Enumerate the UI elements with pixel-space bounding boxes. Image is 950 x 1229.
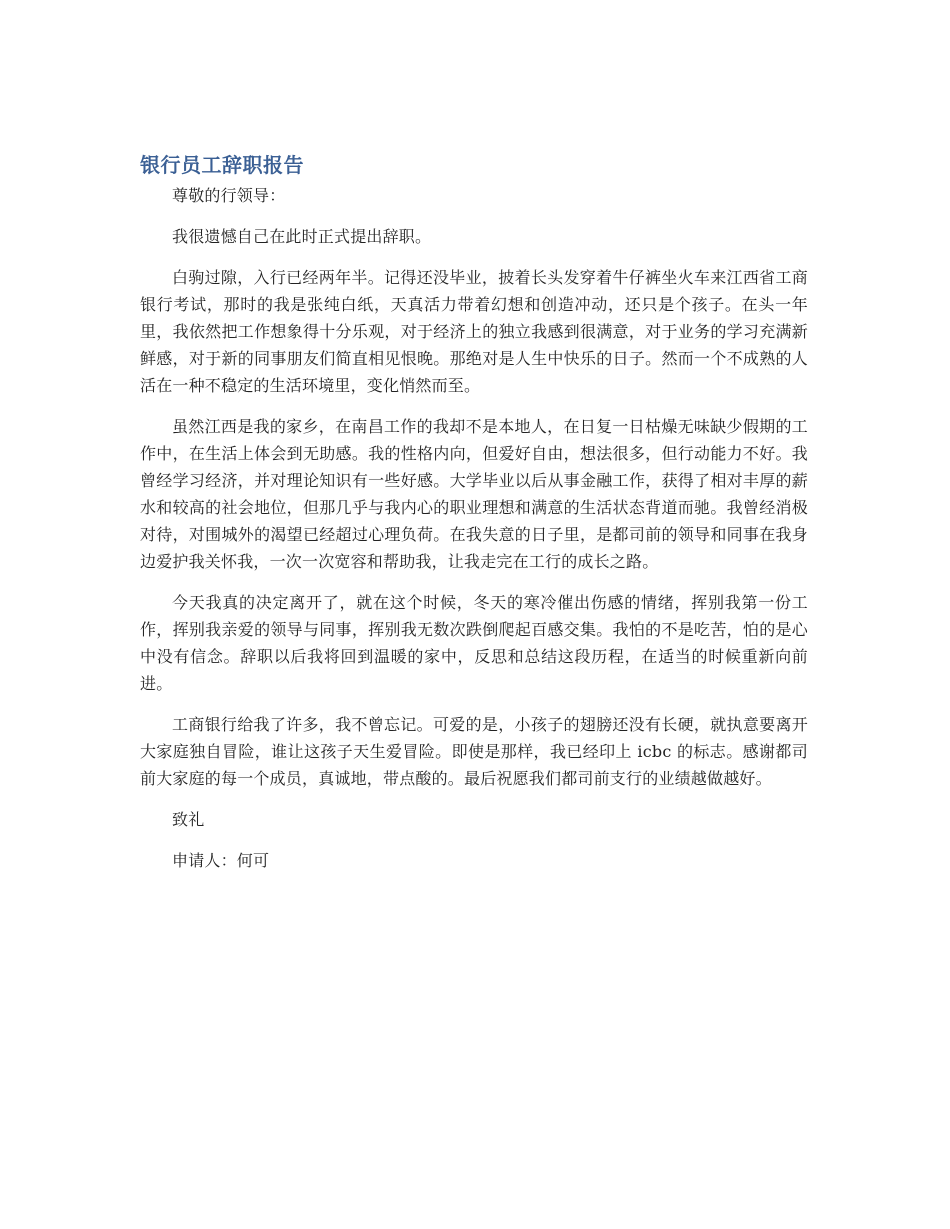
letter-page <box>140 150 808 874</box>
paragraph-reflection: 虽然江西是我的家乡，在南昌工作的我却不是本地人，在日复一日枯燥无味缺少假期的工作中，在生活上体会到无助感。我的性格内向，但爱好自由，想法很多，但行动能力不好。我曾经学习经济，并对理论知识有一些好感。大学毕业以后从事金融工作，获得了相对丰厚的薪水和较高的社会地位，但那几乎与我内心的职业理想和满意的生活状态背道而驰。我曾经消极对待，对围城外的渴望已经超过心理负荷。在我失意的日子里，是都司前的领导和同事在我身边爱护我关怀我，一次一次宽容和帮助我，让我走完在工行的成长之路。 <box>140 417 808 571</box>
closing: 致礼 <box>172 810 205 829</box>
paragraph-gratitude: 工商银行给我了许多，我不曾忘记。可爱的是，小孩子的翅膀还没有长硬，就执意要离开大家庭独自冒险，谁让这孩子天生爱冒险。即使是那样，我已经印上 icbc 的标志。感谢都司前大家庭的每一个成员，真诚地，带点酸的。最后祝愿我们都司前支行的业绩越做越好。 <box>140 715 808 788</box>
document-title: 银行员工辞职报告 <box>140 153 304 177</box>
paragraph-career-start: 白驹过隙，入行已经两年半。记得还没毕业，披着长头发穿着牛仔裤坐火车来江西省工商银行考试，那时的我是张纯白纸，天真活力带着幻想和创造冲动，还只是个孩子。在头一年里，我依然把工作想象得十分乐观，对于经济上的独立我感到很满意，对于业务的学习充满新鲜感，对于新的同事朋友们简直相见恨晚。那绝对是人生中快乐的日子。然而一个不成熟的人活在一种不稳定的生活环境里，变化悄然而至。 <box>140 268 808 395</box>
salutation: 尊敬的行领导： <box>172 186 286 205</box>
paragraph-decision: 今天我真的决定离开了，就在这个时候，冬天的寒冷催出伤感的情绪，挥别我第一份工作，挥别我亲爱的领导与同事，挥别我无数次跌倒爬起百感交集。我怕的不是吃苦，怕的是心中没有信念。辞职以后我将回到温暖的家中，反思和总结这段历程，在适当的时候重新向前进。 <box>140 593 808 693</box>
paragraph-opening: 我很遗憾自己在此时正式提出辞职。 <box>172 227 432 246</box>
signature: 申请人：何可 <box>172 851 270 870</box>
